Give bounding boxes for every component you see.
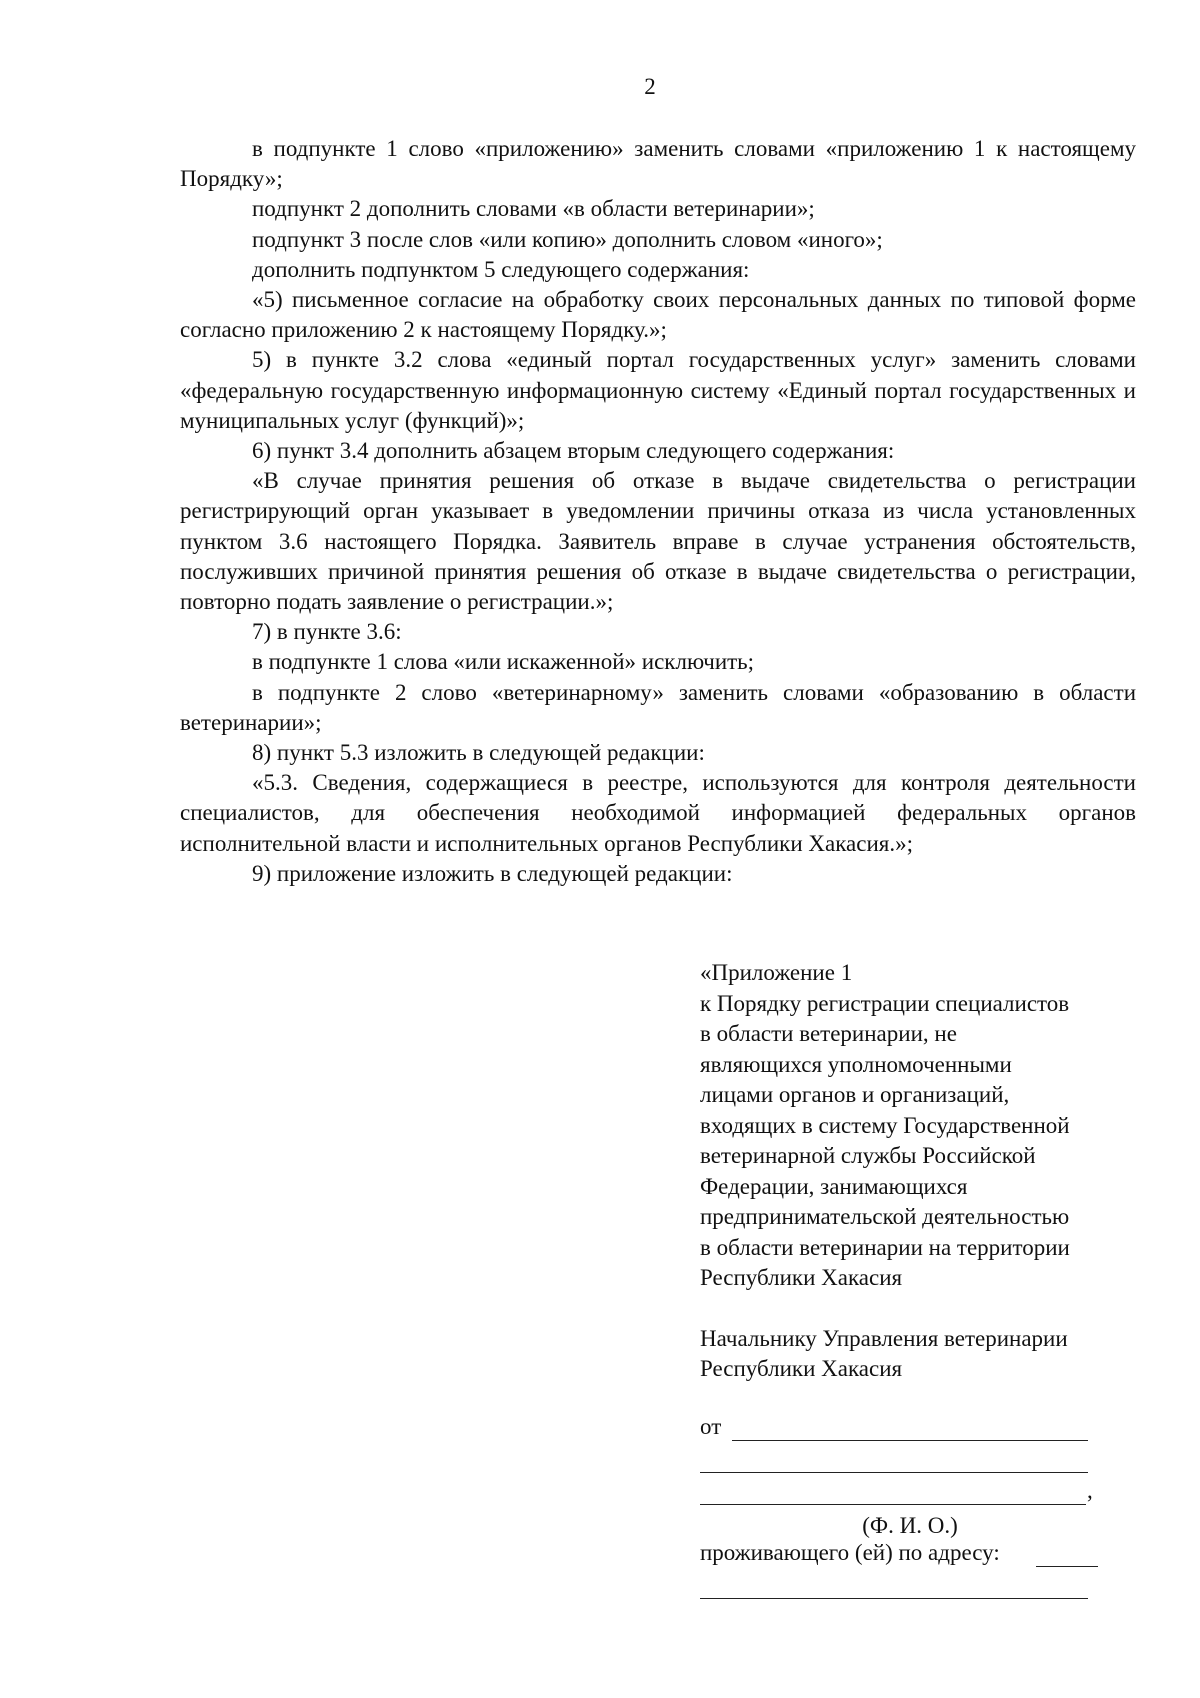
addressee-line: Начальнику Управления ветеринарии xyxy=(700,1325,1068,1351)
from-label: от xyxy=(700,1414,722,1439)
name-blank xyxy=(732,1440,1088,1441)
appendix-line: в области ветеринарии, не xyxy=(700,1021,957,1046)
appendix-line: Республики Хакасия xyxy=(700,1265,903,1290)
name-blank xyxy=(700,1472,1088,1473)
paragraph: «5) письменное согласие на обработку своих персональных данных по типовой форме согласно приложению 2 к настоящему Порядку.»; xyxy=(180,287,1136,343)
page-number: 2 xyxy=(644,74,656,99)
appendix-header xyxy=(700,958,1140,1605)
paragraph: 9) приложение изложить в следующей редакции: xyxy=(252,860,733,886)
blank-line xyxy=(700,1573,1140,1605)
blank-line xyxy=(700,1447,1140,1479)
address-line xyxy=(700,1541,1140,1573)
appendix-line: ветеринарной службы Российской xyxy=(700,1143,1036,1168)
appendix-line: лицами органов и организаций, xyxy=(700,1082,1010,1107)
paragraph: «В случае принятия решения об отказе в выдаче свидетельства о регистрации регистрирующий орган указывает в уведомлении причины отказа из числа установленных пунктом 3.6 настоящего Порядка. Заявитель вправе в случае устранения обстоятельств, послуживших причиной принятия решения об отказе в выдаче свидетельства о регистрации, повторно подать заявление о регистрации.»; xyxy=(180,468,1136,615)
from-line xyxy=(700,1415,1140,1447)
appendix-line: к Порядку регистрации специалистов xyxy=(700,990,1070,1016)
paragraph: в подпункте 1 слова «или искаженной» исключить; xyxy=(252,649,755,675)
appendix-line: предпринимательской деятельностью xyxy=(700,1204,1070,1229)
comma: , xyxy=(1087,1478,1093,1503)
paragraph: в подпункте 1 слово «приложению» заменить словами «приложению 1 к настоящему Порядку»; xyxy=(180,136,1136,192)
paragraph: «5.3. Сведения, содержащиеся в реестре, используются для контроля деятельности специалистов, для обеспечения необходимой информацией федеральных органов исполнительной власти и исполнительных органов Республики Хакасия.»; xyxy=(180,770,1136,856)
address-blank xyxy=(1036,1566,1098,1567)
appendix-title: «Приложение 1 xyxy=(700,960,853,985)
paragraph: дополнить подпунктом 5 следующего содержания: xyxy=(252,256,750,282)
document-body xyxy=(180,134,1136,889)
paragraph: в подпункте 2 слово «ветеринарному» заменить словами «образованию в области ветеринарии»; xyxy=(180,679,1136,735)
paragraph: 6) пункт 3.4 дополнить абзацем вторым следующего содержания: xyxy=(252,438,895,464)
paragraph: 8) пункт 5.3 изложить в следующей редакции: xyxy=(252,740,705,766)
name-blank xyxy=(700,1504,1086,1505)
address-blank xyxy=(700,1598,1088,1599)
address-label: проживающего (ей) по адресу: xyxy=(700,1540,1000,1565)
paragraph: 7) в пункте 3.6: xyxy=(252,619,402,645)
paragraph: 5) в пункте 3.2 слова «единый портал государственных услуг» заменить словами «федеральную государственную информационную систему «Единый портал государственных и муниципальных услуг (функций)»; xyxy=(180,347,1136,433)
applicant-form xyxy=(700,1415,1140,1605)
paragraph: подпункт 3 после слов «или копию» дополнить словом «иного»; xyxy=(252,226,883,252)
fio-caption: (Ф. И. О.) xyxy=(862,1512,958,1538)
appendix-line: являющихся уполномоченными xyxy=(700,1051,1012,1077)
paragraph: подпункт 2 дополнить словами «в области ветеринарии»; xyxy=(252,196,815,222)
blank-line xyxy=(700,1479,1140,1511)
appendix-line: в области ветеринарии на территории xyxy=(700,1234,1070,1260)
appendix-line: Федерации, занимающихся xyxy=(700,1173,968,1199)
appendix-line: входящих в систему Государственной xyxy=(700,1112,1070,1138)
addressee-line: Республики Хакасия xyxy=(700,1356,903,1381)
